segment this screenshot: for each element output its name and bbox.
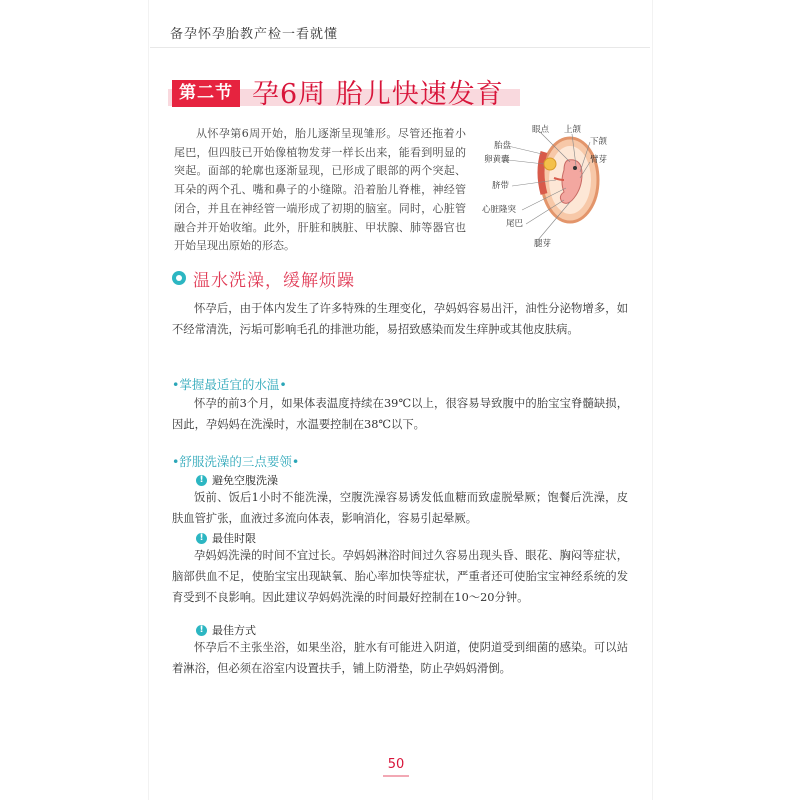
intro-paragraph (174, 125, 466, 256)
label-upper-jaw: 上颌 (564, 125, 582, 135)
three-points-heading: •舒服洗澡的三点要领• (172, 454, 300, 469)
section-title: 孕6周 胎儿快速发育 (252, 79, 504, 110)
subsection-heading (172, 266, 355, 290)
bullet-circle-icon (172, 271, 186, 285)
page-number-underline (383, 775, 409, 777)
leader-line (508, 146, 542, 154)
label-yolk-sac: 卵黄囊 (484, 155, 510, 165)
point-3-title: 最佳方式 (212, 624, 256, 637)
point-1-text: 饭前、饭后1小时不能洗澡，空腹洗澡容易诱发低血糖而致虚脱晕厥；饱餐后洗澡，皮肤血管扩张，血液过多流向体表，影响消化，容易引起晕厥。 (172, 491, 628, 525)
subsection-title: 温水洗澡，缓解烦躁 (193, 270, 355, 291)
point-2-heading (196, 530, 256, 546)
embryo-diagram (478, 122, 608, 250)
label-tail: 尾巴 (506, 219, 524, 229)
intro-text: 从怀孕第6周开始，胎儿逐渐呈现雏形。尽管还拖着小尾巴，但四肢已开始像植物发芽一样长出来，能看到明显的突起。面部的轮廓也逐渐显现，已形成了眼部的两个突起、耳朵的两个孔、嘴和鼻子的小缝隙。沿着胎儿脊椎，神经管闭合，并且在神经管一端形成了初期的脑室。同时，心脏管融合并开始收缩。此外，肝脏和胰脏、甲状腺、肺等器官也开始呈现出原始的形态。 (174, 127, 466, 253)
header-divider (150, 47, 650, 48)
exclamation-icon: ! (196, 533, 207, 544)
label-lower-jaw: 下颌 (590, 137, 608, 147)
exclamation-icon: ! (196, 475, 207, 486)
running-head: 备孕怀孕胎教产检一看就懂 (170, 27, 339, 42)
label-placenta: 胎盘 (494, 141, 512, 151)
embryo-eye (573, 166, 577, 170)
page-right-edge (652, 0, 653, 800)
point-2-paragraph (172, 545, 628, 608)
label-heart-bulge: 心脏隆突 (482, 205, 517, 215)
point-1-heading (196, 472, 278, 488)
point-3-paragraph (172, 637, 628, 679)
page-number: 50 (387, 757, 405, 772)
point-1-paragraph (172, 487, 628, 529)
exclamation-icon: ! (196, 625, 207, 636)
point-2-text: 孕妈妈洗澡的时间不宜过长。孕妈妈淋浴时间过久容易出现头昏、眼花、胸闷等症状，脑部供血不足，使胎宝宝出现缺氧、胎心率加快等症状，严重者还可使胎宝宝神经系统的发育受到不良影响。因此建议孕妈妈洗澡的时间最好控制在10～20分钟。 (172, 549, 628, 604)
yolk-sac-shape (544, 158, 556, 170)
water-temp-text: 怀孕的前3个月，如果体表温度持续在39℃以上，很容易导致腹中的胎宝宝脊髓缺损，因此，孕妈妈在洗澡时，水温要控制在38℃以下。 (172, 397, 628, 431)
point-1-title: 避免空腹洗澡 (212, 474, 278, 487)
label-eye-spot: 眼点 (532, 125, 550, 135)
water-temp-paragraph (172, 393, 628, 435)
label-arm-bud: 臂芽 (590, 155, 608, 165)
point-3-heading (196, 622, 256, 638)
placenta-shape (541, 152, 544, 194)
label-umbilical-cord: 脐带 (492, 181, 510, 191)
section-tag: 第二节 (172, 80, 240, 107)
point-2-title: 最佳时限 (212, 532, 256, 545)
point-3-text: 怀孕后不主张坐浴，如果坐浴，脏水有可能进入阴道，使阴道受到细菌的感染。可以站着淋浴，但必须在浴室内设置扶手，铺上防滑垫，防止孕妈妈滑倒。 (172, 641, 628, 675)
subsection-paragraph (172, 298, 628, 340)
subsection-text: 怀孕后，由于体内发生了许多特殊的生理变化，孕妈妈容易出汗，油性分泌物增多，如不经常清洗，污垢可影响毛孔的排泄功能，易招致感染而发生痒肿或其他皮肤病。 (172, 302, 628, 336)
page-left-edge (148, 0, 149, 800)
water-temp-heading: •掌握最适宜的水温• (172, 377, 287, 392)
label-leg-bud: 腿芽 (534, 239, 552, 249)
